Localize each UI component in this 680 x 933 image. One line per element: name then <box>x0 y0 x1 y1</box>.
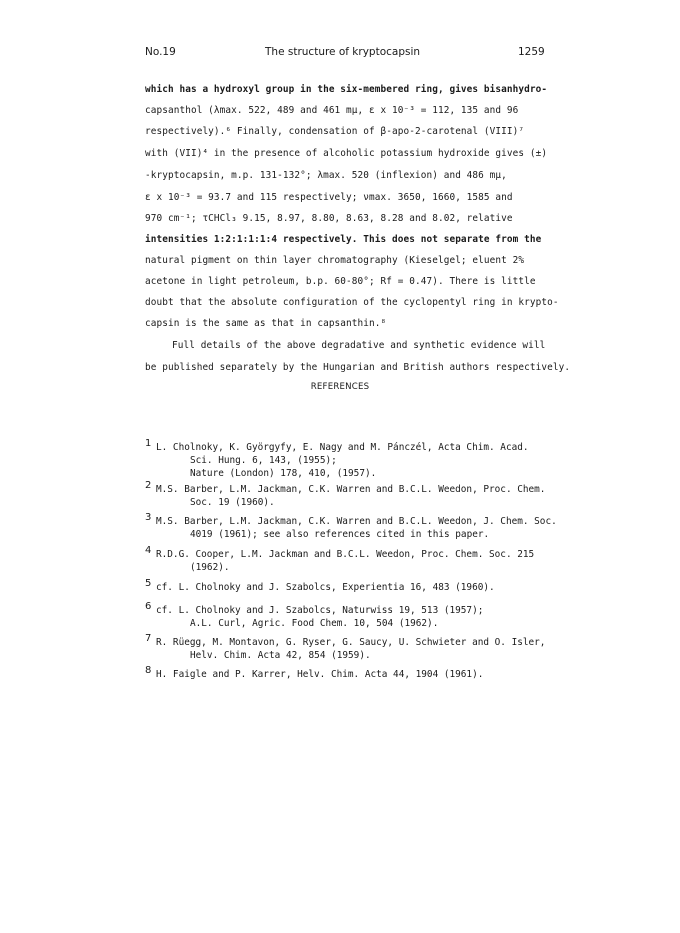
body-line: capsanthol (λmax. 522, 489 and 461 mμ, ε x 10⁻³ = 112, 135 and 96 <box>145 105 519 116</box>
reference-number: 1 <box>145 438 152 449</box>
reference-number: 8 <box>145 665 152 676</box>
reference-line: L. Cholnoky, K. Györgyfy, E. Nagy and M. Pánczél, Acta Chim. Acad. <box>156 442 529 453</box>
body-line: 970 cm⁻¹; τCHCl₃ 9.15, 8.97, 8.80, 8.63, 8.28 and 8.02, relative <box>145 213 513 224</box>
reference-line: Sci. Hung. 6, 143, (1955); <box>190 455 337 466</box>
reference-line: R.D.G. Cooper, L.M. Jackman and B.C.L. Weedon, Proc. Chem. Soc. 215 <box>156 549 535 560</box>
body-line: natural pigment on thin layer chromatography (Kieselgel; eluent 2% <box>145 255 525 266</box>
body-line: with (VII)⁴ in the presence of alcoholic potassium hydroxide gives (±) <box>145 148 548 159</box>
reference-number: 2 <box>145 480 152 491</box>
body-line: intensities 1:2:1:1:1:4 respectively. This does not separate from the <box>145 234 542 245</box>
body-line: which has a hydroxyl group in the six-membered ring, gives bisanhydro- <box>145 84 548 95</box>
reference-line: M.S. Barber, L.M. Jackman, C.K. Warren and B.C.L. Weedon, J. Chem. Soc. <box>156 516 557 527</box>
reference-line: R. Rüegg, M. Montavon, G. Ryser, G. Saucy, U. Schwieter and O. Isler, <box>156 637 546 648</box>
body-line: capsin is the same as that in capsanthin.⁸ <box>145 318 387 329</box>
reference-line: cf. L. Cholnoky and J. Szabolcs, Naturwiss 19, 513 (1957); <box>156 605 484 616</box>
body-line: acetone in light petroleum, b.p. 60-80°; Rf = 0.47). There is little <box>145 276 536 287</box>
references-heading: REFERENCES <box>310 382 370 392</box>
body-line: ε x 10⁻³ = 93.7 and 115 respectively; νmax. 3650, 1660, 1585 and <box>145 192 513 203</box>
reference-number: 5 <box>145 578 152 589</box>
journal-issue: No.19 <box>145 46 176 58</box>
reference-number: 6 <box>145 601 152 612</box>
body-line: be published separately by the Hungarian and British authors respectively. <box>145 362 571 373</box>
reference-line: (1962). <box>190 562 230 573</box>
reference-line: Nature (London) 178, 410, (1957). <box>190 468 377 479</box>
page-number: 1259 <box>518 46 545 58</box>
reference-number: 7 <box>145 633 152 644</box>
reference-line: Soc. 19 (1960). <box>190 497 275 508</box>
reference-line: A.L. Curl, Agric. Food Chem. 10, 504 (1962). <box>190 618 439 629</box>
reference-line: 4019 (1961); see also references cited in this paper. <box>190 529 490 540</box>
reference-line: M.S. Barber, L.M. Jackman, C.K. Warren and B.C.L. Weedon, Proc. Chem. <box>156 484 546 495</box>
body-line: Full details of the above degradative and synthetic evidence will <box>172 340 546 351</box>
reference-line: H. Faigle and P. Karrer, Helv. Chim. Acta 44, 1904 (1961). <box>156 669 484 680</box>
reference-line: cf. L. Cholnoky and J. Szabolcs, Experientia 16, 483 (1960). <box>156 582 495 593</box>
reference-number: 3 <box>145 512 152 523</box>
reference-line: Helv. Chim. Acta 42, 854 (1959). <box>190 650 371 661</box>
running-title: The structure of kryptocapsin <box>265 46 421 58</box>
body-line: doubt that the absolute configuration of the cyclopentyl ring in krypto- <box>145 297 559 308</box>
body-line: -kryptocapsin, m.p. 131-132°; λmax. 520 (inflexion) and 486 mμ, <box>145 170 507 181</box>
reference-number: 4 <box>145 545 152 556</box>
body-line: respectively).⁶ Finally, condensation of β-apo-2-carotenal (VIII)⁷ <box>145 126 525 137</box>
